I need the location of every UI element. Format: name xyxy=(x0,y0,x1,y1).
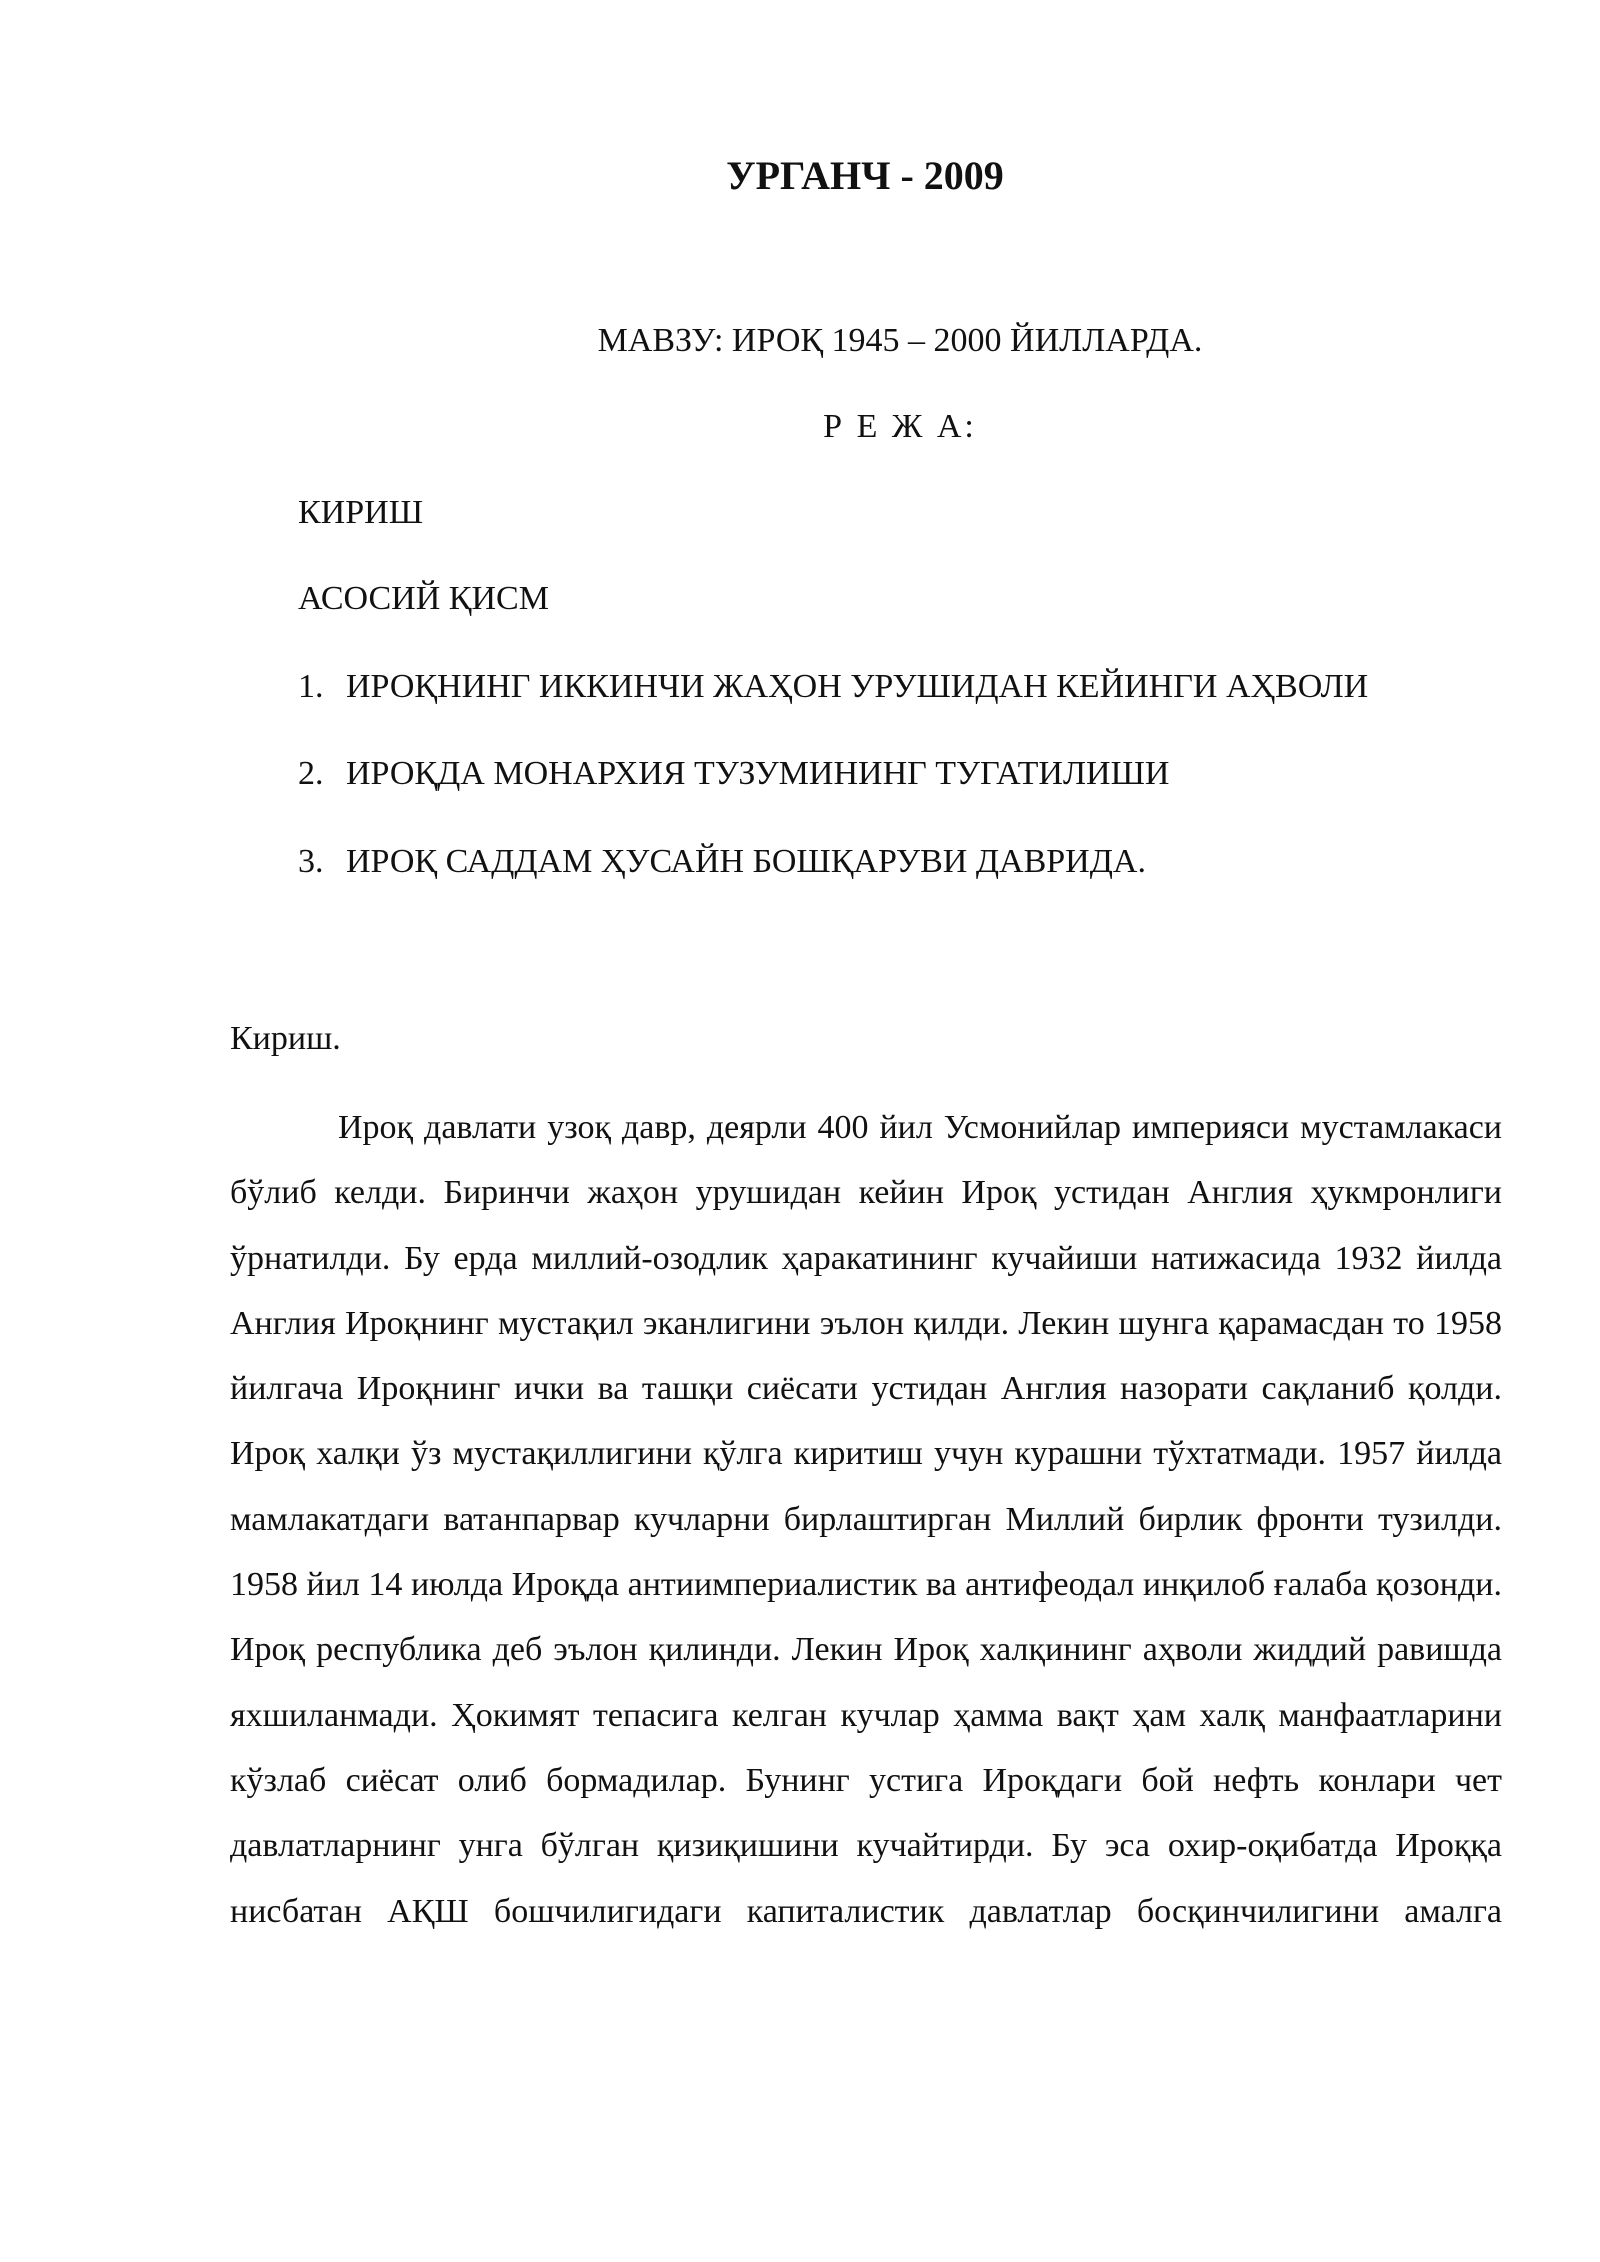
plan-item-number: 3. xyxy=(298,843,324,880)
plan-item-number: 2. xyxy=(298,755,324,792)
plan-heading: Р Е Ж А: xyxy=(823,408,977,445)
plan-intro-label: КИРИШ xyxy=(298,494,423,531)
plan-item-number: 1. xyxy=(298,668,324,705)
page-title: УРГАНЧ - 2009 xyxy=(726,153,1004,198)
plan-item-1 xyxy=(298,668,1368,706)
intro-paragraph: Ироқ давлати узоқ давр, деярли 400 йил Усмонийлар империяси мустамлакаси бўлиб келди. Биринчи жаҳон урушидан кейин Ироқ устидан Англия ҳукмронлиги ўрнатилди. Бу ерда миллий-озодлик ҳаракатининг кучайиши натижасида 1932 йилда Англия Ироқнинг мустақил эканлигини эълон қилди. Лекин шунга қарамасдан то 1958 йилгача Ироқнинг ички ва ташқи сиёсати устидан Англия назорати сақланиб қолди. Ироқ халқи ўз мустақиллигини қўлга киритиш учун курашни тўхтатмади. 1957 йилда мамлакатдаги ватанпарвар кучларни бирлаштирган Миллий бирлик фронти тузилди. 1958 йил 14 июлда Ироқда антиимпериалистик ва антифеодал инқилоб ғалаба қозонди. Ироқ республика деб эълон қилинди. Лекин Ироқ халқининг аҳволи жиддий равишда яхшиланмади. Ҳокимят тепасига келган кучлар ҳамма вақт ҳам халқ манфаатларини кўзлаб сиёсат олиб бормадилар. Бунинг устига Ироқдаги бой нефть конлари чет давлатларнинг унга бўлган қизиқишини кучайтирди. Бу эса охир-оқибатда Ироққа нисбатан АҚШ бошчилигидаги капиталистик давлатлар босқинчилигини амалга xyxy=(230,1109,1502,1930)
plan-main-label: АСОСИЙ ҚИСМ xyxy=(298,580,549,617)
subject-line: МАВЗУ: ИРОҚ 1945 – 2000 ЙИЛЛАРДА. xyxy=(597,322,1203,359)
plan-item-text: ИРОҚДА МОНАРХИЯ ТУЗУМИНИНГ ТУГАТИЛИШИ xyxy=(346,755,1170,792)
intro-heading: Кириш. xyxy=(230,1020,341,1057)
plan-item-3 xyxy=(298,843,1146,881)
plan-item-text: ИРОҚНИНГ ИККИНЧИ ЖАҲОН УРУШИДАН КЕЙИНГИ АҲВОЛИ xyxy=(346,668,1369,705)
plan-item-text: ИРОҚ САДДАМ ҲУСАЙН БОШҚАРУВИ ДАВРИДА. xyxy=(346,843,1146,880)
plan-item-2 xyxy=(298,755,1169,793)
